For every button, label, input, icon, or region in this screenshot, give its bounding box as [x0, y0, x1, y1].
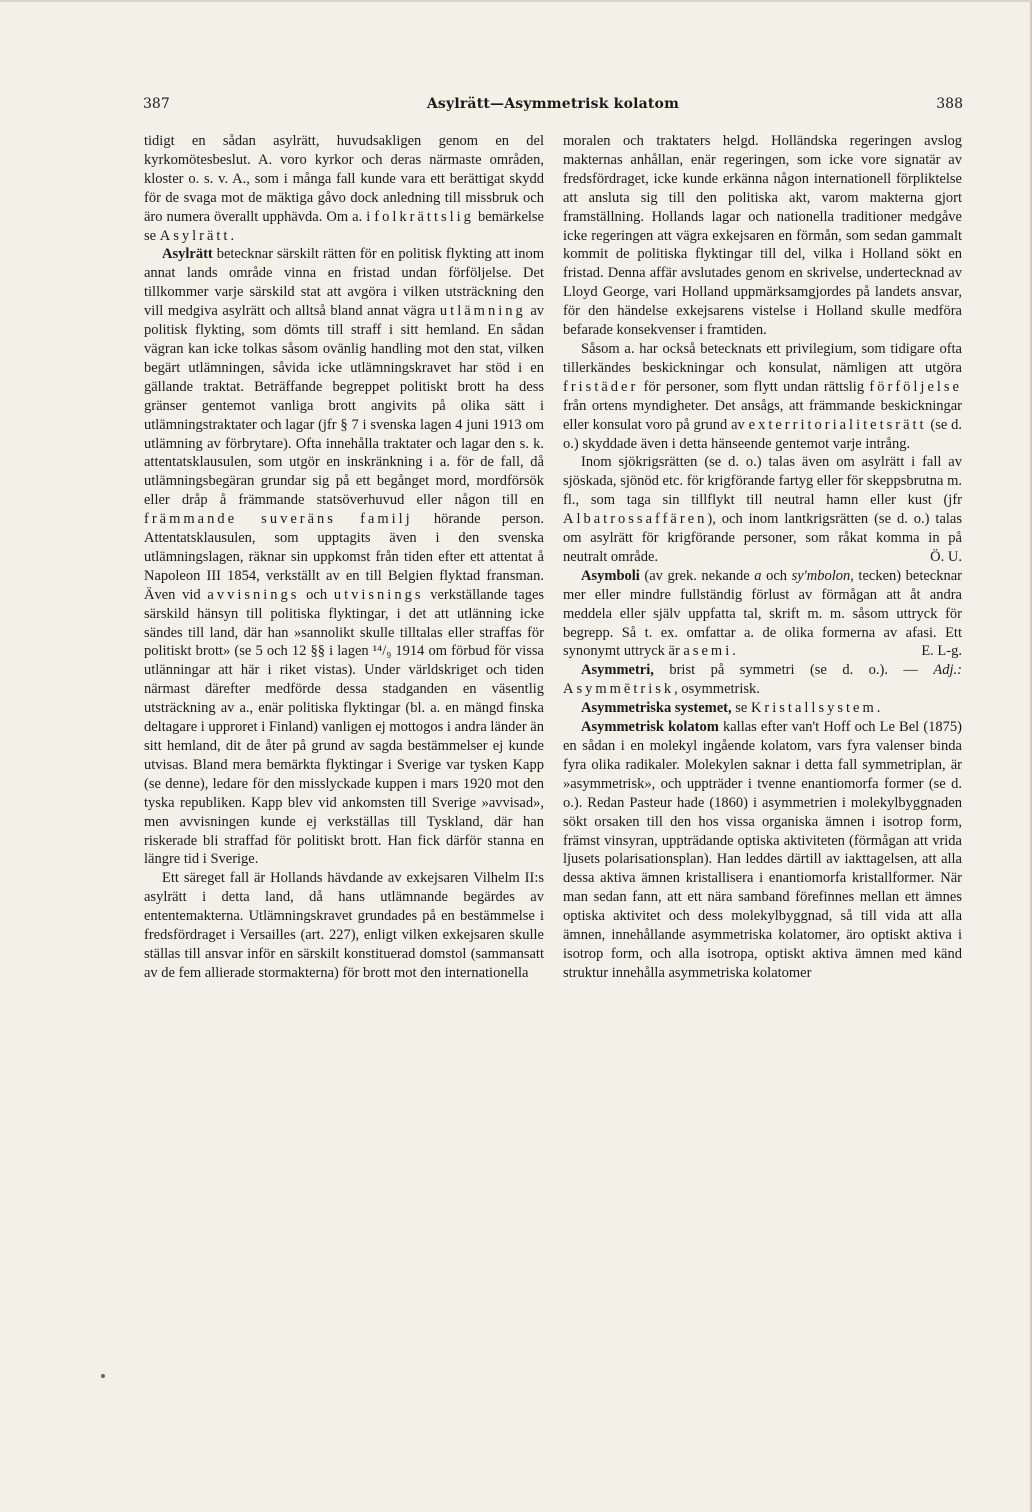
- page-number-left: 387: [143, 96, 170, 112]
- text-run: för personer, som flytt undan rättslig: [638, 378, 870, 395]
- spaced-term: fristäder: [563, 378, 639, 395]
- text-run: brist på symmetri (se d. o.). —: [653, 662, 934, 679]
- text-run: från ortens myndigheter. Det ansågs, att främmande beskickningar eller konsulat voro på grund av: [563, 397, 962, 433]
- text-run: hörande person. Attentatsklausulen, som upptagits även i den svenska utlämningslagen, räknar sin uppkomst från tiden efter ett attentat å Napoleon III 1854, verkställt av en till Belgien flyktad fransman. Även vid: [144, 511, 544, 603]
- text-run: kallas efter van't Hoff och Le Bel (1875) en sådan i en molekyl ingående kolatom, vars fyra valenser binda fyra olika radikaler. Molekylen saknar i detta fall symmetriplan, är »asymmetrisk», och uppträder i tvenne enantiomorfa former (se d. o.). Redan Pasteur hade (1860) i asymmetrien i molekylbyggnaden sökt orsaken till den hos vissa organiska ämnen i isotrop form, främst vinsyran, uppträdande optiska aktiviteten (förmågan att vrida ljusets polarisationsplan). Han leddes därtill av iakttagelsen, att alla dessa aktiva ämnen kristallisera i enantiomorfa kristallformer. När man sedan fann, att ett nära samband förefinnes mellan ett ämnes optiska aktivitet och dess molekylbyggnad, så till vida att alla ämnen, innehållande asymmetriska kolatomer, äro optiskt aktiva i isotrop form, och alla isotropa, optiskt aktiva ämnen med känd struktur innehålla asymmetriska kolatomer: [563, 719, 962, 981]
- text-run: och: [761, 567, 792, 584]
- paragraph-holland: Ett säreget fall är Hollands hävdande av exkejsaren Vilhelm II:s asylrätt i detta land, då hans utlämnande begärdes av ententemakterna. Utlämningskravet grundades på en bestämmelse i fredsfördraget i Versailles (art. 227), enligt vilken exkejsaren skulle ställas till ansvar inför en särskilt konstituerad domstol (sammansatt av de fem allierade stormakterna) för brott mot den internationella: [144, 870, 544, 981]
- right-column: [563, 132, 962, 1372]
- text-run: betecknar särskilt rätten för en politisk flykting att inom annat lands område vinna en fristad undan förföljelse. Det tillkommer varje särskild stat att avgöra i vilken utsträckning den vill medgiva asylrätt och alltså bland annat vägra: [144, 246, 544, 320]
- page-number-right: 388: [936, 96, 963, 112]
- text-run: verkställande tages särskild hänsyn till politiska flyktingar, i det att utlänning icke sändes till land, där han »sannolikt skulle tilltalas eller straffas för politiskt brott» (se 5 och 12 §§ i lagen ¹⁴/₉ 1914 om förbud för vissa utlänningar att här i riket vistas). Under världskriget och tiden närmast därefter medförde dessa stadganden en väsentlig utsträckning av a., enär politiska flyktingar (bl. a. en mängd finska deltagare i upproret i Finland) vanligen ej mottogos i andra länder än sitt hemland, dit de åter på grund av sagda bestämmelser ej kunde utvisas. Bland mera bemärkta flyktingar i Sverige var tysken Kapp (se denne), ledare för den misslyckade kuppen i mars 1920 mot den tyska republiken. Kapp blev vid ankomsten till Sverige »avvisad», men avvisningen kunde ej verkställas till Tyskland, där han riskerade bli straffad för politiskt brott. Han fick därför stanna en längre tid i Sverige.: [144, 586, 544, 868]
- cross-reference: Albatrossaffären: [563, 511, 708, 528]
- spaced-term: exterritorialitetsrätt: [748, 416, 927, 433]
- author-signature: E. L-g.: [921, 643, 962, 660]
- margin-dot: [101, 1374, 105, 1378]
- left-column: [144, 132, 544, 1372]
- text-run: bemärkelse se: [144, 208, 544, 244]
- text-run: (av grek. nekande: [639, 567, 755, 584]
- text-run: Inom sjökrigsrätten (se d. o.) talas även om asylrätt i fall av sjöskada, sjönöd etc. för krigförande fartyg eller för skeppsbrutna m. fl., som taga sin tillflykt till neutral hamn eller kust (jfr: [563, 454, 962, 509]
- spaced-term: Asymmētrisk: [563, 681, 675, 698]
- spaced-term: avvisnings: [207, 586, 300, 603]
- entry-asymmetriska-systemet: [563, 699, 962, 718]
- entry-asymmetrisk-kolatom: [563, 718, 962, 983]
- text-run: av politisk flykting, som dömts till straff i sitt hemland. En sådan vägran kan icke tolkas såsom ovänlig handling mot den stat, vilken begärt utlämningen, såvida icke utlämningskravet har stöd i en gällande traktat. Beträffande begreppet politiskt brott ha dess gränser gentemot vanliga brott angivits på olika sätt i utlämningstraktater och lagar (jfr § 7 i svenska lagen 4 juni 1913 om utlämning av förbrytare). Ofta innehålla traktater och lagar den s. k. attentatsklausulen, som utgör en inskränkning i a. för de fall, då utlämningsbegäran grundar sig på ett begånget mord, mordförsök eller dråp å främmande statsöverhuvud eller någon till en: [144, 303, 544, 509]
- text-run: (se d. o.) skyddade även i detta hänseende gentemot varje intrång.: [563, 416, 962, 452]
- text-run: ), och inom lantkrigsrätten (se d. o.) talas om asylrätt för krigförande personer, som råkat komma in på neutralt område.: [563, 511, 962, 565]
- entry-asymboli: [563, 567, 962, 662]
- entry-headword: Asymboli: [581, 567, 640, 584]
- spaced-term: utlämning: [439, 303, 526, 320]
- spaced-term: utvisnings: [333, 586, 424, 603]
- italic-term: a: [754, 567, 762, 584]
- cross-reference: Kristallsystem: [750, 700, 877, 717]
- entry-headword: Asylrätt: [162, 246, 213, 263]
- text-run: Såsom a. har också betecknats ett privilegium, som tidigare ofta tillerkändes beskickningar och konsulat, nämligen att utgöra: [563, 340, 962, 376]
- text-run: se: [731, 700, 751, 717]
- entry-headword: Asymmetri,: [581, 662, 654, 679]
- text-run: , tecken) betecknar mer eller mindre fullständig förlust av förmågan att åt andra meddela eller själv uppfatta tal, skrift m. m. såsom uttryck för begrepp. Så t. ex. omfattar a. de olika formerna av afasi. Ett synonymt uttryck är: [563, 567, 962, 660]
- paragraph-privilegium: [563, 340, 962, 453]
- paragraph-sjokrigsratten: [563, 453, 962, 566]
- entry-headword: Asymmetriska systemet,: [581, 700, 732, 717]
- italic-term: Adj.:: [933, 662, 962, 679]
- entry-asymmetri: [563, 661, 962, 699]
- entry-headword: Asymmetrisk kolatom: [581, 719, 719, 736]
- paragraph-asyl-intro-end: [144, 132, 544, 245]
- text-run: och: [299, 586, 334, 603]
- text-run: tidigt en sådan asylrätt, huvudsakligen genom en del kyrkomötesbeslut. A. voro kyrkor och deras närmaste områden, kloster o. s. v. A., som i många fall kunde vara ett berättigat skydd för de svaga mot de mäktiga gåvo dock anledning till missbruk och äro numera överallt upphävda. Om a. i: [144, 133, 544, 225]
- cross-reference: Asylrätt: [159, 227, 231, 244]
- running-title: Asylrätt—Asymmetrisk kolatom: [426, 96, 680, 112]
- text-run: .: [876, 700, 881, 717]
- text-run: , osymmetrisk.: [674, 681, 760, 698]
- text-run: .: [230, 227, 235, 244]
- spaced-term: förföljelse: [869, 378, 962, 395]
- entry-asylratt: [144, 245, 544, 869]
- spaced-term: asemi: [683, 643, 733, 660]
- text-run: .: [732, 643, 736, 660]
- paragraph-holland-cont: moralen och traktaters helgd. Holländska regeringen avslog makternas anhållan, enär regeringen, som icke vore signatär av fredsfördraget, icke kunde erkänna någon internationell förpliktelse att ansluta sig till den politiska akt, varom makterna gjort framställning. Hollands lagar och nationella traditioner medgåve icke regeringen att vägra exkejsaren en förmån, som sedan gammalt kommit de politiska flyktingar till del, vilka i Holland sökt en fristad. Denna affär avslutades genom en skrivelse, undertecknad av Lloyd George, vari Holland uppmärksamgjordes på landets ansvar, för den händelse exkejsarens vistelse i Holland skulle medföra befarade konsekvenser i framtiden.: [563, 133, 962, 339]
- author-signature: Ö. U.: [930, 548, 962, 565]
- spaced-term: folkrättslig: [374, 208, 474, 225]
- spaced-term: främmande suveräns familj: [144, 511, 413, 528]
- italic-term: sy'mbolon: [791, 567, 851, 584]
- running-head: [143, 96, 963, 120]
